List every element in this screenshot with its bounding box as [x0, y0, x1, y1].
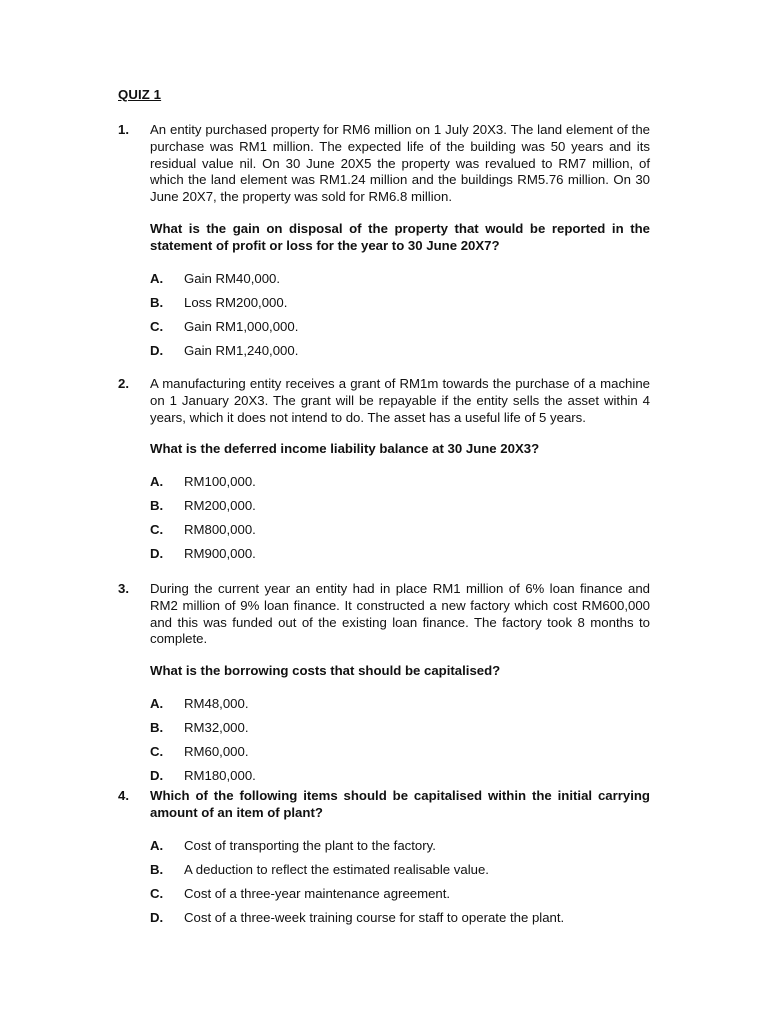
option-letter: A.	[150, 270, 164, 286]
option-a[interactable]	[150, 473, 650, 497]
option-d[interactable]	[150, 342, 650, 366]
question-1	[118, 122, 650, 366]
option-d[interactable]	[150, 909, 650, 933]
option-letter: C.	[150, 885, 164, 901]
option-letter: B.	[150, 294, 164, 310]
option-letter: C.	[150, 522, 164, 538]
question-prompt: Which of the following items should be capitalised within the initial carrying amount of an item of plant?	[150, 788, 650, 820]
option-letter: C.	[150, 318, 164, 334]
question-number: 3.	[118, 581, 129, 596]
option-letter: A.	[150, 695, 164, 711]
option-text: Loss RM200,000.	[184, 294, 288, 310]
option-text: Gain RM1,000,000.	[184, 318, 299, 334]
option-letter: D.	[150, 342, 164, 358]
option-letter: B.	[150, 861, 164, 877]
option-text: RM32,000.	[184, 719, 249, 735]
question-number: 4.	[118, 788, 129, 803]
question-3	[118, 581, 650, 791]
option-a[interactable]	[150, 270, 650, 294]
option-letter: D.	[150, 767, 164, 783]
question-prompt: What is the deferred income liability balance at 30 June 20X3?	[150, 441, 540, 457]
option-letter: B.	[150, 498, 164, 514]
option-text: RM200,000.	[184, 498, 256, 514]
option-text: RM100,000.	[184, 474, 256, 490]
question-body	[150, 122, 650, 366]
option-letter: B.	[150, 719, 164, 735]
option-c[interactable]	[150, 318, 650, 342]
question-stem: An entity purchased property for RM6 million on 1 July 20X3. The land element of the purchase was RM1 million. The expected life of the building was 50 years and its residual value nil. On 30 June 20X5 the property was revalued to RM7 million, of which the land element was RM1.24 million and the buildings RM5.76 million. On 30 June 20X7, the property was sold for RM6.8 million.	[150, 122, 650, 205]
option-c[interactable]	[150, 743, 650, 767]
option-text: Cost of a three-year maintenance agreement.	[184, 885, 451, 901]
option-c[interactable]	[150, 521, 650, 545]
option-letter: A.	[150, 474, 164, 490]
question-prompt: What is the borrowing costs that should be capitalised?	[150, 663, 501, 679]
option-text: RM60,000.	[184, 743, 249, 759]
option-text: RM900,000.	[184, 546, 256, 562]
option-text: RM800,000.	[184, 522, 256, 538]
option-letter: D.	[150, 909, 164, 925]
option-b[interactable]	[150, 497, 650, 521]
option-b[interactable]	[150, 861, 650, 885]
question-stem: During the current year an entity had in place RM1 million of 6% loan finance and RM2 million of 9% loan finance. It constructed a new factory which cost RM600,000 and this was funded out of the existing loan finance. The factory took 8 months to complete.	[150, 581, 650, 647]
question-number: 1.	[118, 122, 129, 137]
option-text: RM48,000.	[184, 695, 249, 711]
option-a[interactable]	[150, 695, 650, 719]
question-stem: A manufacturing entity receives a grant of RM1m towards the purchase of a machine on 1 January 20X3. The grant will be repayable if the entity sells the asset within 4 years, which it does not intend to do. The asset has a useful life of 5 years.	[150, 376, 650, 425]
option-c[interactable]	[150, 885, 650, 909]
option-a[interactable]	[150, 837, 650, 861]
question-body	[150, 376, 650, 569]
option-text: Gain RM40,000.	[184, 270, 281, 286]
question-prompt: What is the gain on disposal of the property that would be reported in the statement of profit or loss for the year to 30 June 20X7?	[150, 220, 650, 253]
option-text: Gain RM1,240,000.	[184, 342, 299, 358]
option-letter: A.	[150, 837, 164, 853]
option-letter: C.	[150, 743, 164, 759]
question-body	[150, 788, 650, 933]
page-title: QUIZ 1	[118, 87, 162, 102]
question-body	[150, 581, 650, 791]
answer-options	[150, 473, 650, 569]
option-text: Cost of transporting the plant to the factory.	[184, 837, 436, 853]
option-letter: D.	[150, 546, 164, 562]
option-text: RM180,000.	[184, 767, 256, 783]
option-text: A deduction to reflect the estimated realisable value.	[184, 861, 489, 877]
question-2	[118, 376, 650, 569]
answer-options	[150, 270, 650, 366]
option-b[interactable]	[150, 294, 650, 318]
option-text: Cost of a three-week training course for staff to operate the plant.	[184, 909, 565, 925]
answer-options	[150, 695, 650, 791]
question-4	[118, 788, 650, 933]
question-number: 2.	[118, 376, 129, 391]
option-d[interactable]	[150, 545, 650, 569]
option-b[interactable]	[150, 719, 650, 743]
answer-options	[150, 837, 650, 933]
